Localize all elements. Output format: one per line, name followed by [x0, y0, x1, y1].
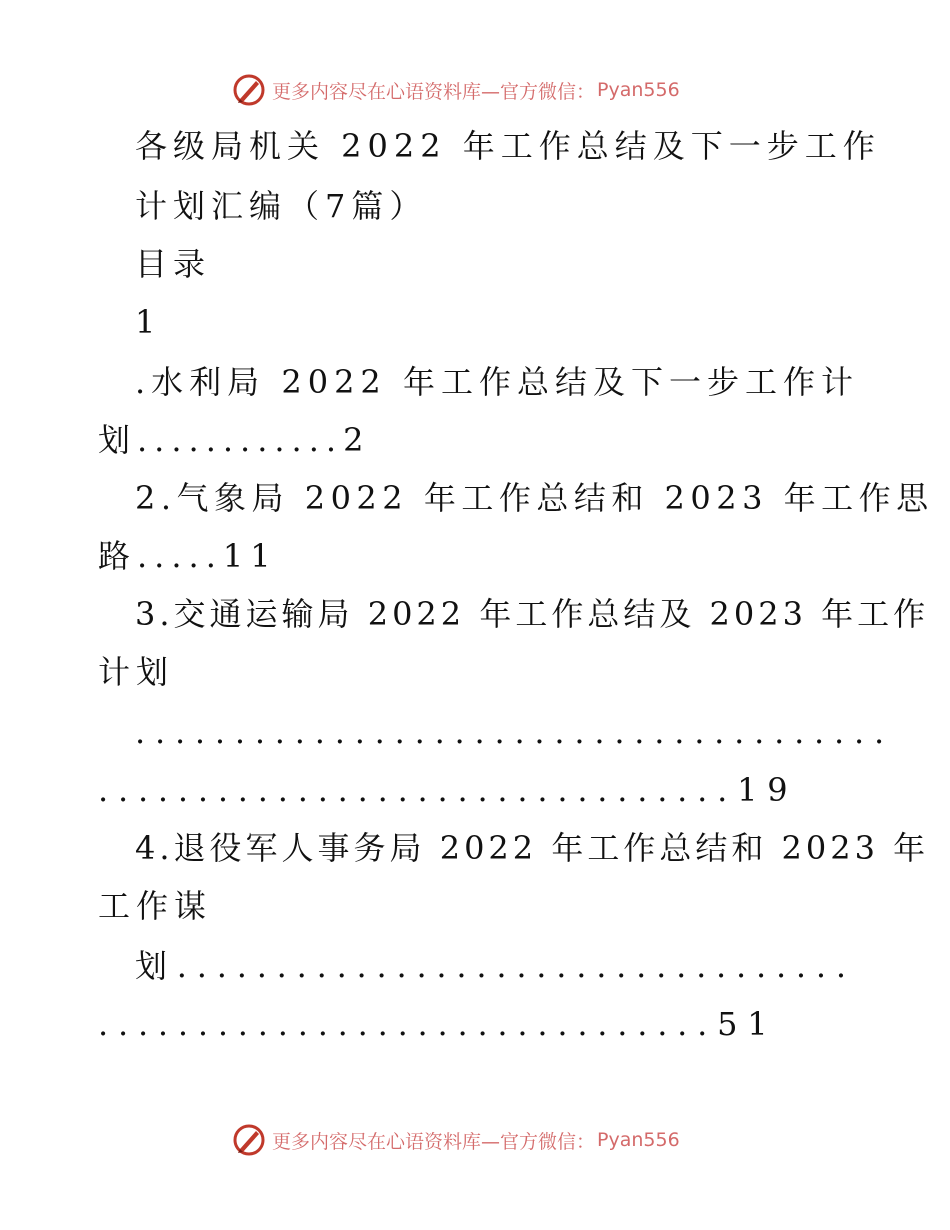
pen-logo-icon: [232, 73, 266, 107]
watermark-footer: [232, 1120, 732, 1160]
toc-item-3-line-2[interactable]: 计划: [98, 653, 175, 691]
toc-item-1-line-2[interactable]: 划............2: [98, 421, 371, 459]
watermark-header: [232, 70, 732, 110]
watermark-wechat-id: Pyan556: [597, 1129, 680, 1151]
toc-item-4-line-2[interactable]: 工作谋: [98, 887, 213, 925]
toc-item-3-line-4[interactable]: ................................19: [98, 771, 798, 809]
toc-item-4-line-4[interactable]: ...............................51: [98, 1005, 778, 1043]
watermark-text: 更多内容尽在心语资料库—官方微信：: [272, 1130, 596, 1153]
toc-item-3-line-1[interactable]: 3.交通运输局 2022 年工作总结及 2023 年工作: [135, 595, 930, 633]
toc-item-2-line-2[interactable]: 路.....11: [98, 537, 278, 575]
toc-heading: 目录: [135, 245, 212, 283]
pen-logo-icon: [232, 1123, 266, 1157]
toc-item-2-line-1[interactable]: 2.气象局 2022 年工作总结和 2023 年工作思: [135, 479, 934, 517]
toc-item-4-line-3[interactable]: 划..................................: [135, 947, 856, 985]
toc-item-4-line-1[interactable]: 4.退役军人事务局 2022 年工作总结和 2023 年: [135, 829, 930, 867]
title-line-1: 各级局机关 2022 年工作总结及下一步工作: [135, 127, 881, 165]
toc-item-3-line-3[interactable]: ......................................: [135, 713, 894, 751]
watermark-wechat-id: Pyan556: [597, 79, 680, 101]
toc-item-1-number: 1: [135, 303, 162, 341]
toc-item-1-line-1[interactable]: .水利局 2022 年工作总结及下一步工作计: [135, 363, 859, 401]
title-line-2: 计划汇编（7篇）: [135, 187, 428, 225]
watermark-text: 更多内容尽在心语资料库—官方微信：: [272, 80, 596, 103]
